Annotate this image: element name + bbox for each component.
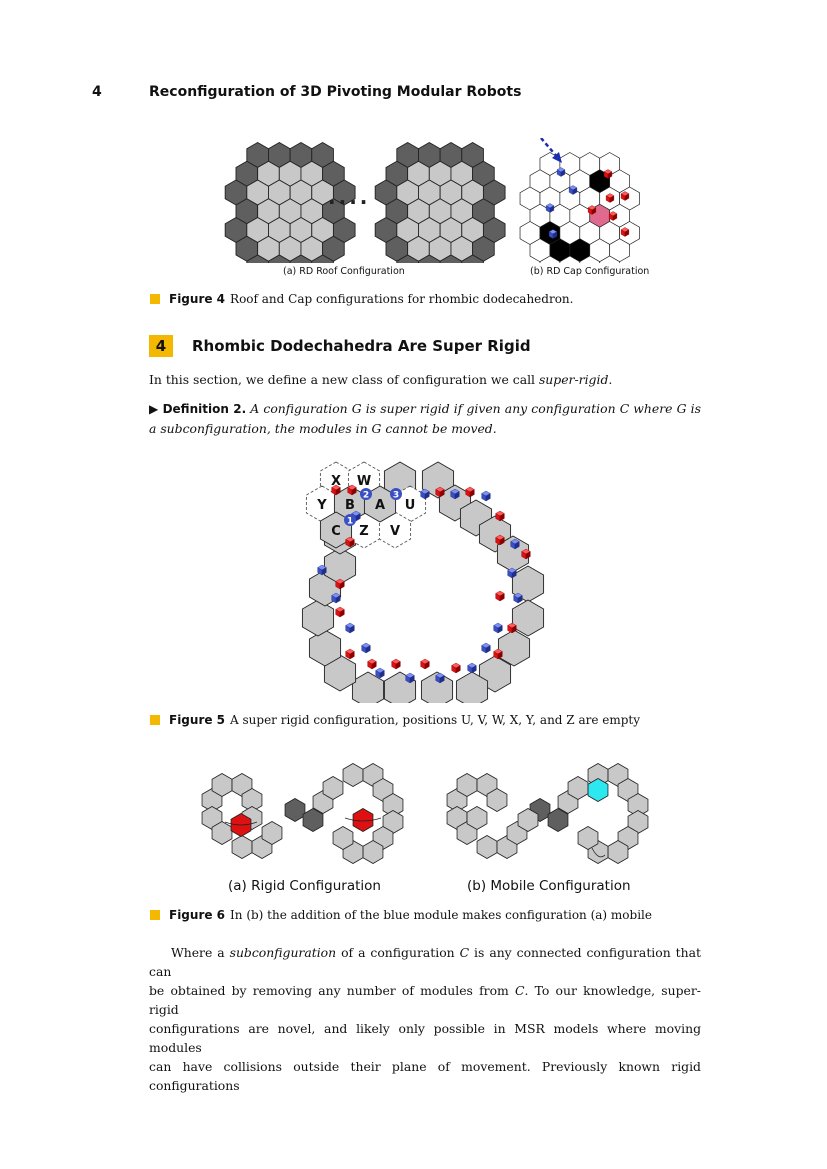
figure-4-graphic bbox=[200, 138, 660, 263]
cell-label-U: U bbox=[404, 498, 416, 513]
cell-label-V: V bbox=[389, 524, 401, 539]
body-line-2: be obtained by removing any number of modules from C. To our knowledge, super-rigid bbox=[149, 983, 701, 1017]
blue-connector-icon bbox=[546, 204, 554, 213]
red-connector-icon bbox=[621, 192, 629, 201]
blue-connector-icon bbox=[482, 491, 491, 501]
caption-marker-icon bbox=[150, 715, 160, 725]
figure-4-caption-text: Roof and Cap configurations for rhombic dodecahedron. bbox=[230, 292, 574, 306]
figure-4 bbox=[200, 138, 660, 286]
figure-6-graphic bbox=[195, 760, 665, 872]
figure-5 bbox=[300, 458, 550, 703]
body-line-1: Where a subconfiguration of a configuration C is any connected configuration that can bbox=[149, 945, 701, 979]
figure-5-label: Figure 5 bbox=[169, 713, 226, 727]
roof-configuration-right bbox=[375, 143, 505, 264]
cell-label-Y: Y bbox=[317, 498, 327, 513]
fig6-subcaption-a: (a) Rigid Configuration bbox=[228, 878, 381, 894]
red-connector-icon bbox=[606, 194, 614, 203]
red-connector-icon bbox=[604, 170, 612, 179]
definition-marker-icon: ▶ bbox=[149, 402, 159, 416]
definition-2 bbox=[149, 399, 701, 438]
cell-label-A: A bbox=[374, 498, 386, 513]
figure-5-caption-text: A super rigid configuration, positions U, V, W, X, Y, and Z are empty bbox=[230, 713, 641, 727]
module bbox=[302, 600, 333, 636]
figure-6-caption bbox=[150, 908, 652, 922]
red-connector-icon bbox=[346, 649, 355, 659]
caption-marker-icon bbox=[150, 294, 160, 304]
blue-connector-icon bbox=[557, 168, 565, 177]
body-line-3: configurations are novel, and likely only possible in MSR models where moving modules bbox=[149, 1021, 701, 1055]
marker-label: 2 bbox=[362, 490, 370, 501]
blue-connector-icon bbox=[376, 668, 385, 678]
marker-label: 1 bbox=[346, 516, 354, 527]
figure-4-label: Figure 4 bbox=[169, 292, 226, 306]
marker-label: 3 bbox=[392, 490, 400, 501]
running-title: Reconfiguration of 3D Pivoting Modular Robots bbox=[149, 84, 522, 100]
blue-connector-icon bbox=[468, 663, 477, 673]
red-connector-icon bbox=[621, 228, 629, 237]
blue-connector-icon bbox=[362, 643, 371, 653]
module bbox=[343, 764, 363, 787]
cell-label-W: W bbox=[356, 474, 372, 489]
red-connector-icon bbox=[496, 591, 505, 601]
body-paragraph bbox=[149, 943, 701, 1095]
red-connector-icon bbox=[392, 659, 401, 669]
red-connector-icon bbox=[368, 659, 377, 669]
intro-paragraph bbox=[149, 370, 701, 389]
fig4-subcaption-a: (a) RD Roof Configuration bbox=[283, 266, 405, 277]
figure-5-caption bbox=[150, 713, 640, 727]
blue-connector-icon bbox=[346, 623, 355, 633]
red-connector-icon bbox=[588, 206, 596, 215]
fig6-subcaption-b: (b) Mobile Configuration bbox=[467, 878, 631, 894]
definition-label: Definition 2. bbox=[162, 402, 247, 416]
module bbox=[285, 799, 305, 822]
ellipsis: .... bbox=[328, 185, 371, 209]
cell-label-C: C bbox=[331, 524, 341, 539]
body-line-4: can have collisions outside their plane of movement. Previously known rigid configurations bbox=[149, 1059, 701, 1093]
red-connector-icon bbox=[421, 659, 430, 669]
red-connector-icon bbox=[336, 607, 345, 617]
module bbox=[512, 600, 543, 636]
blue-connector-icon bbox=[569, 186, 577, 195]
module bbox=[477, 836, 497, 859]
figure-6 bbox=[195, 760, 665, 900]
figure-5-graphic bbox=[300, 458, 550, 703]
cap-configuration bbox=[520, 153, 640, 264]
red-connector-icon bbox=[609, 212, 617, 221]
section-title: Rhombic Dodechahedra Are Super Rigid bbox=[192, 337, 531, 355]
figure-4-caption bbox=[150, 292, 573, 306]
section-number: 4 bbox=[149, 335, 173, 357]
module bbox=[353, 809, 373, 832]
figure-6-caption-text: In (b) the addition of the blue module makes configuration (a) mobile bbox=[230, 908, 652, 922]
figure-6-label: Figure 6 bbox=[169, 908, 226, 922]
cell-label-B: B bbox=[345, 498, 355, 513]
intro-text: In this section, we define a new class of configuration we call bbox=[149, 372, 539, 387]
blue-connector-icon bbox=[494, 623, 503, 633]
caption-marker-icon bbox=[150, 910, 160, 920]
cell-label-X: X bbox=[330, 474, 342, 489]
page-number: 4 bbox=[92, 84, 102, 100]
fig4-subcaption-b: (b) RD Cap Configuration bbox=[530, 266, 650, 277]
cell-label-Z: Z bbox=[359, 524, 369, 539]
blue-connector-icon bbox=[482, 643, 491, 653]
module bbox=[232, 836, 252, 859]
red-connector-icon bbox=[452, 663, 461, 673]
intro-end: . bbox=[608, 372, 613, 387]
blue-connector-icon bbox=[549, 230, 557, 239]
intro-emphasis: super-rigid bbox=[538, 372, 609, 387]
definition-text: A configuration G is super rigid if given any configuration C where G is a subconfiguration, the modules in G cannot be moved. bbox=[149, 401, 701, 436]
